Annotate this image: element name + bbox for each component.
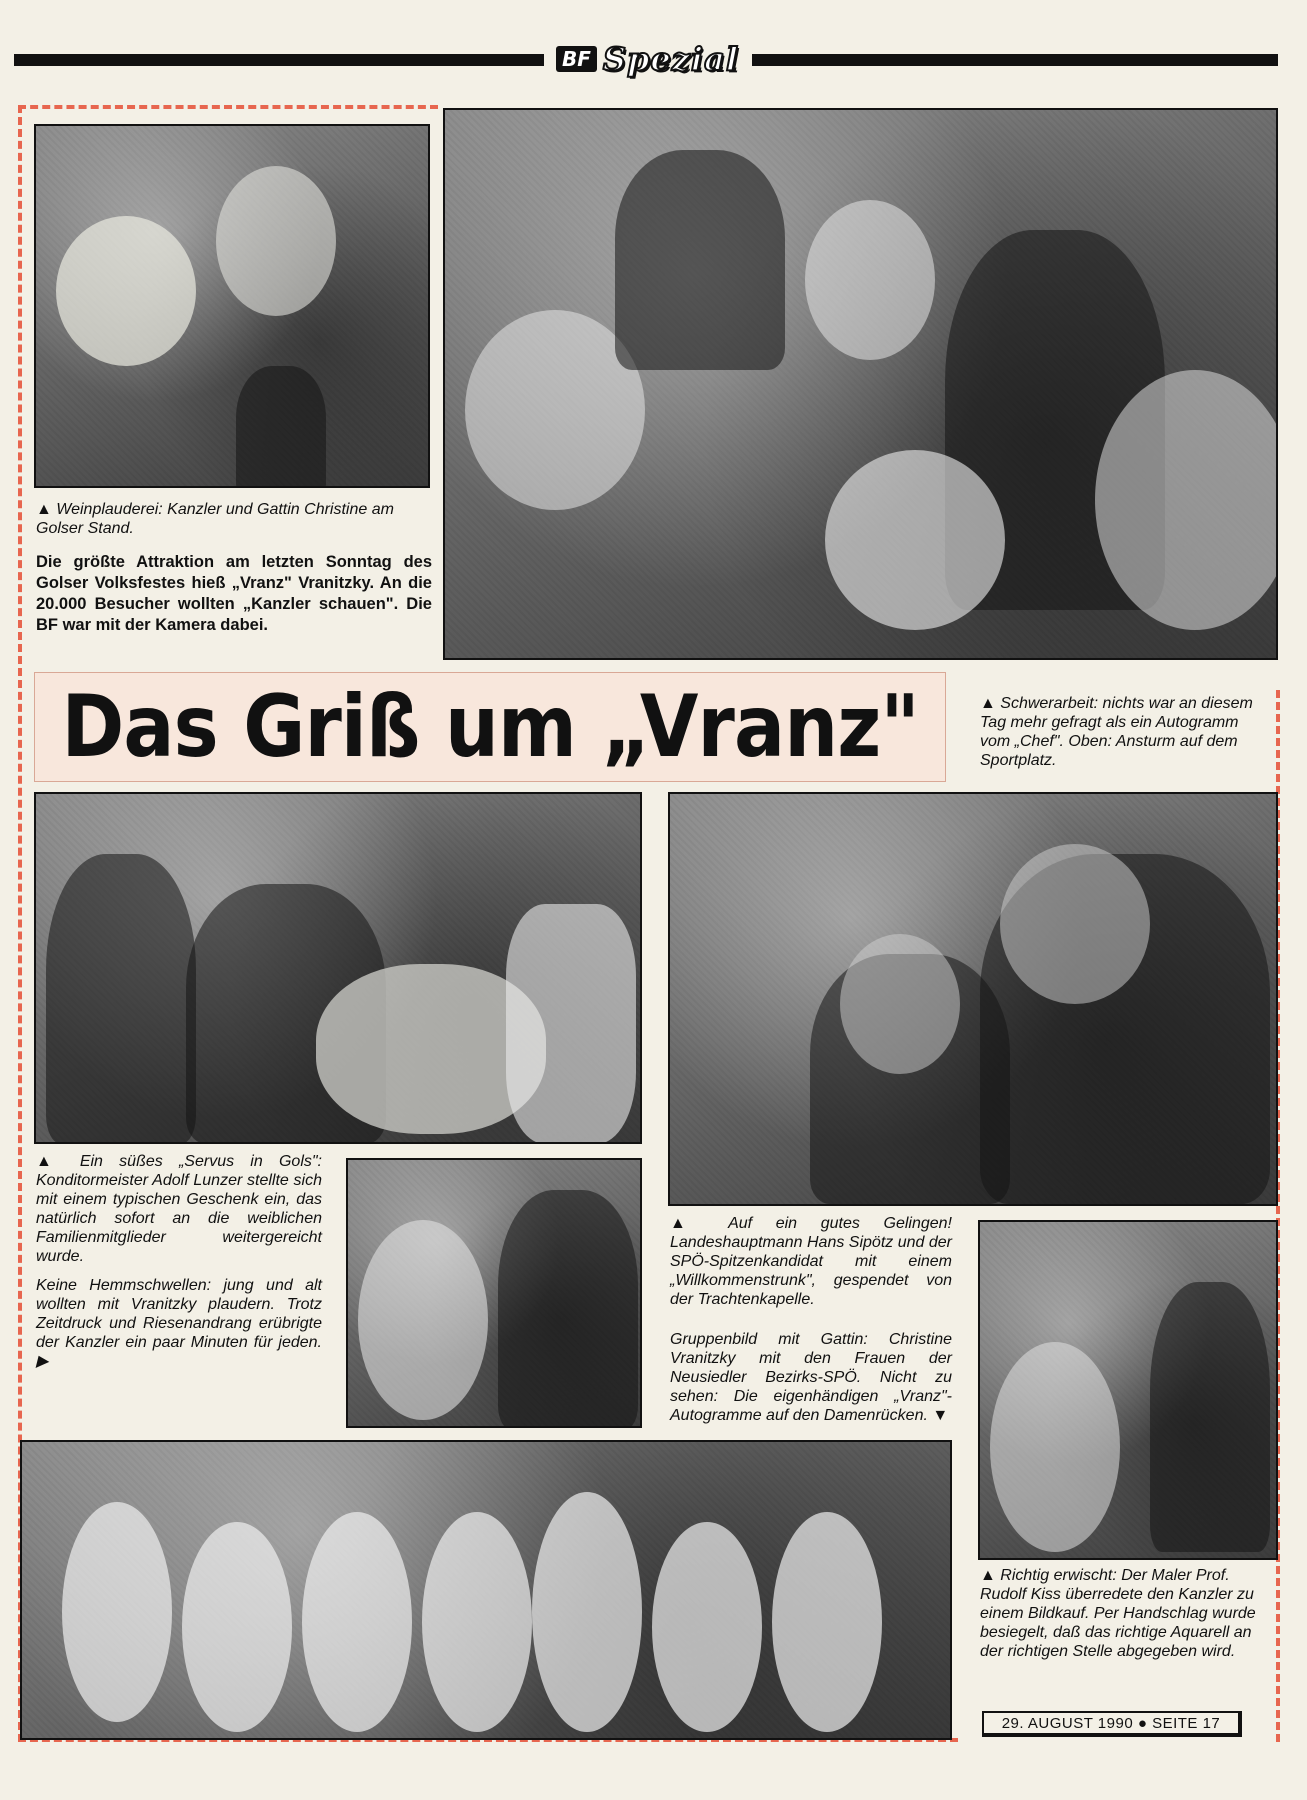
caption-gruppenbild: Gruppenbild mit Gattin: Christine Vranitzky mit den Frauen der Neusiedler Bezirks-SPÖ. Nicht zu sehen: Die eigenhändigen „Vranz"-Autogramme auf den Damenrücken. ▼ bbox=[670, 1331, 952, 1424]
photo-servus-in-gols bbox=[34, 792, 642, 1144]
intro-text: Die größte Attraktion am letzten Sonntag des Golser Volksfestes hieß „Vranz" Vranitzky. An die 20.000 Besucher wollten „Kanzler schauen". Die BF war mit der Kamera dabei. bbox=[36, 553, 432, 634]
caption-gelingen: ▲ Auf ein gutes Gelingen! Landeshauptmann Hans Sipötz und der SPÖ-Spitzenkandidat mit einem „Willkommenstrunk", gespendet von der Trachtenkapelle. bbox=[670, 1215, 952, 1308]
photo-hemmschwellen bbox=[346, 1158, 642, 1428]
headline: Das Griß um „Vranz" bbox=[61, 677, 919, 777]
section-title: Spezial bbox=[602, 40, 739, 78]
headline-box bbox=[34, 672, 946, 782]
bf-logo: BF bbox=[556, 46, 597, 72]
masthead bbox=[556, 40, 739, 78]
caption-erwischt: ▲ Richtig erwischt: Der Maler Prof. Rudolf Kiss überredete den Kanzler zu einem Bildkauf. Per Handschlag wurde besiegelt, daß das richtige Aquarell an der richtigen Stelle abgegeben wird. bbox=[980, 1567, 1256, 1660]
caption-schwerarbeit: ▲ Schwerarbeit: nichts war an diesem Tag mehr gefragt als ein Autogramm vom „Chef". Oben: Ansturm auf dem Sportplatz. bbox=[980, 695, 1253, 769]
caption-hemmschwellen: Keine Hemmschwellen: jung und alt wollten mit Vranitzky plaudern. Trotz Zeitdruck und Riesenandrang erübrigte der Kanzler ein paar Minuten für jeden. ▶ bbox=[36, 1277, 322, 1370]
photo-willkommenstrunk bbox=[668, 792, 1278, 1206]
page-footer: 29. AUGUST 1990 ● SEITE 17 bbox=[982, 1711, 1242, 1737]
photo-ansturm-sportplatz bbox=[443, 108, 1278, 660]
dashed-frame-top bbox=[18, 105, 438, 109]
photo-maler-kiss bbox=[978, 1220, 1278, 1560]
photo-gruppenbild bbox=[20, 1440, 952, 1740]
caption-weinplauderei: ▲ Weinplauderei: Kanzler und Gattin Christine am Golser Stand. bbox=[36, 501, 394, 537]
caption-servus: ▲ Ein süßes „Servus in Gols": Konditormeister Adolf Lunzer stellte sich mit einem typischen Geschenk ein, das natürlich sofort an die weiblichen Familienmitglieder weitergereicht wurde. bbox=[36, 1153, 322, 1265]
masthead-rule-right bbox=[752, 54, 1278, 66]
masthead-rule-left bbox=[14, 54, 544, 66]
photo-weinplauderei bbox=[34, 124, 430, 488]
